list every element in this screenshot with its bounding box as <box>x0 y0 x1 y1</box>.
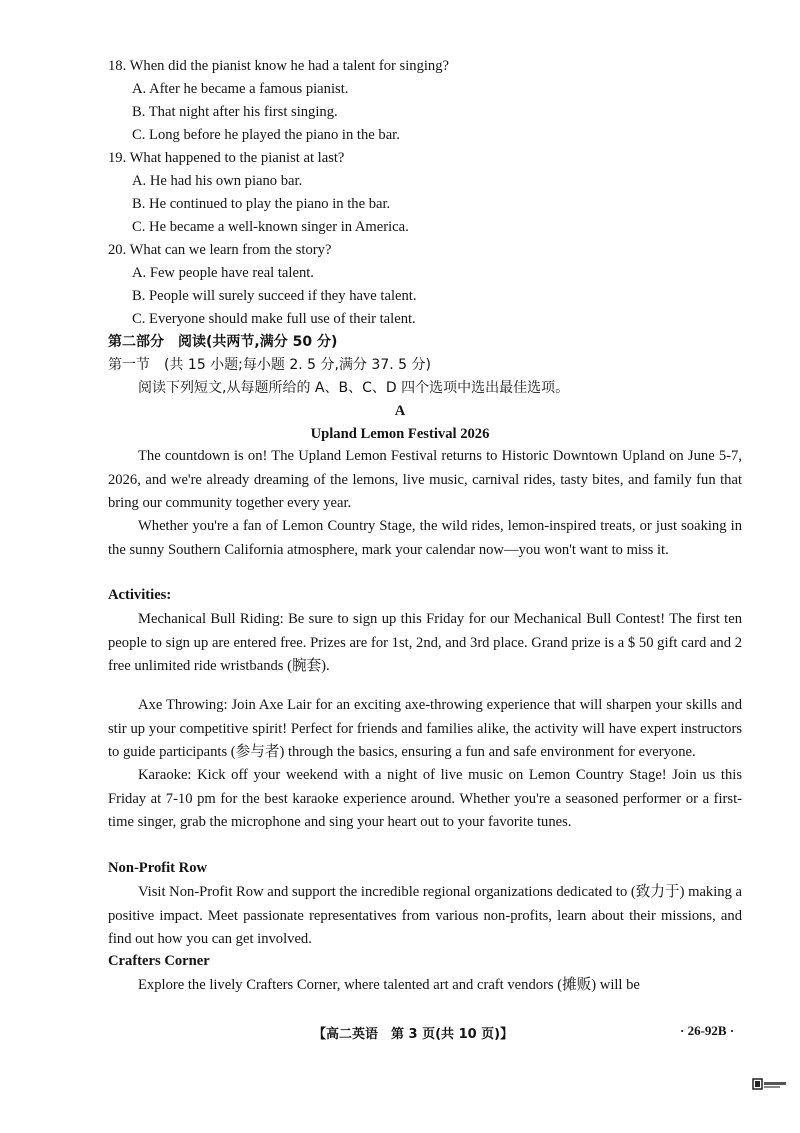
passage-title: Upland Lemon Festival 2026 <box>310 426 490 442</box>
option-19a: A. He had his own piano bar. <box>132 173 303 189</box>
option-18c: C. Long before he played the piano in the bar. <box>132 127 400 143</box>
option-20a: A. Few people have real talent. <box>132 265 314 281</box>
footer-page-info: 【高二英语 第 3 页(共 10 页)】 <box>313 1027 514 1042</box>
option-20c: C. Everyone should make full use of their talent. <box>132 311 416 327</box>
paragraph-nonprofit: Visit Non-Profit Row and support the incredible regional organizations dedicated to (致力于) making a positive impact. Meet passionate representatives from various non-profits, learn about their missions, and find out how you can get involved. <box>108 884 742 948</box>
question-18: 18. When did the pianist know he had a talent for singing? <box>108 58 449 74</box>
activities-heading: Activities: <box>108 587 172 603</box>
option-19b: B. He continued to play the piano in the bar. <box>132 196 391 212</box>
part-two-title: 第二部分 阅读(共两节,满分 50 分) <box>108 334 338 350</box>
crafters-heading: Crafters Corner <box>108 953 210 969</box>
paragraph-intro: The countdown is on! The Upland Lemon Festival returns to Historic Downtown Upland on June 5-7, 2026, and we're already dreaming of the lemons, live music, carnival rides, tasty bites, and family fun that bring our community together every year. <box>108 448 742 512</box>
reading-instruction: 阅读下列短文,从每题所给的 A、B、C、D 四个选项中选出最佳选项。 <box>138 380 570 396</box>
question-20: 20. What can we learn from the story? <box>108 242 332 258</box>
paragraph-bull-riding: Mechanical Bull Riding: Be sure to sign up this Friday for our Mechanical Bull Contest! The first ten people to sign up are entered free. Prizes are for 1st, 2nd, and 3rd place. Grand prize is a $ 50 gift card and 2 free unlimited ride wristbands (腕套). <box>108 611 742 675</box>
option-19c: C. He became a well-known singer in America. <box>132 219 409 235</box>
option-18a: A. After he became a famous pianist. <box>132 81 349 97</box>
paragraph-calendar: Whether you're a fan of Lemon Country Stage, the wild rides, lemon-inspired treats, or just soaking in the sunny Southern California atmosphere, mark your calendar now—you won't want to miss it. <box>108 518 742 558</box>
section-one-title: 第一节 (共 15 小题;每小题 2. 5 分,满分 37. 5 分) <box>108 357 431 373</box>
footer-code: · 26-92B · <box>680 1023 735 1038</box>
scanner-watermark-icon <box>752 1076 788 1092</box>
option-20b: B. People will surely succeed if they have talent. <box>132 288 417 304</box>
option-18b: B. That night after his first singing. <box>132 104 338 120</box>
nonprofit-heading: Non-Profit Row <box>108 860 208 876</box>
paragraph-karaoke: Karaoke: Kick off your weekend with a night of live music on Lemon Country Stage! Join us this Friday at 7-10 pm for the best karaoke experience around. Whether you're a seasoned performer or a first-time singer, grab the microphone and sing your heart out to your favorite tunes. <box>108 767 742 831</box>
paragraph-axe-throwing: Axe Throwing: Join Axe Lair for an exciting axe-throwing experience that will sharpen your skills and stir up your competitive spirit! Perfect for friends and families alike, the activity will have expert instructors to guide participants (参与者) through the basics, ensuring a fun and safe environment for everyone. <box>108 697 742 761</box>
paragraph-crafters: Explore the lively Crafters Corner, where talented art and craft vendors (摊贩) will be <box>138 977 640 993</box>
passage-letter: A <box>394 403 406 419</box>
question-19: 19. What happened to the pianist at last? <box>108 150 345 166</box>
